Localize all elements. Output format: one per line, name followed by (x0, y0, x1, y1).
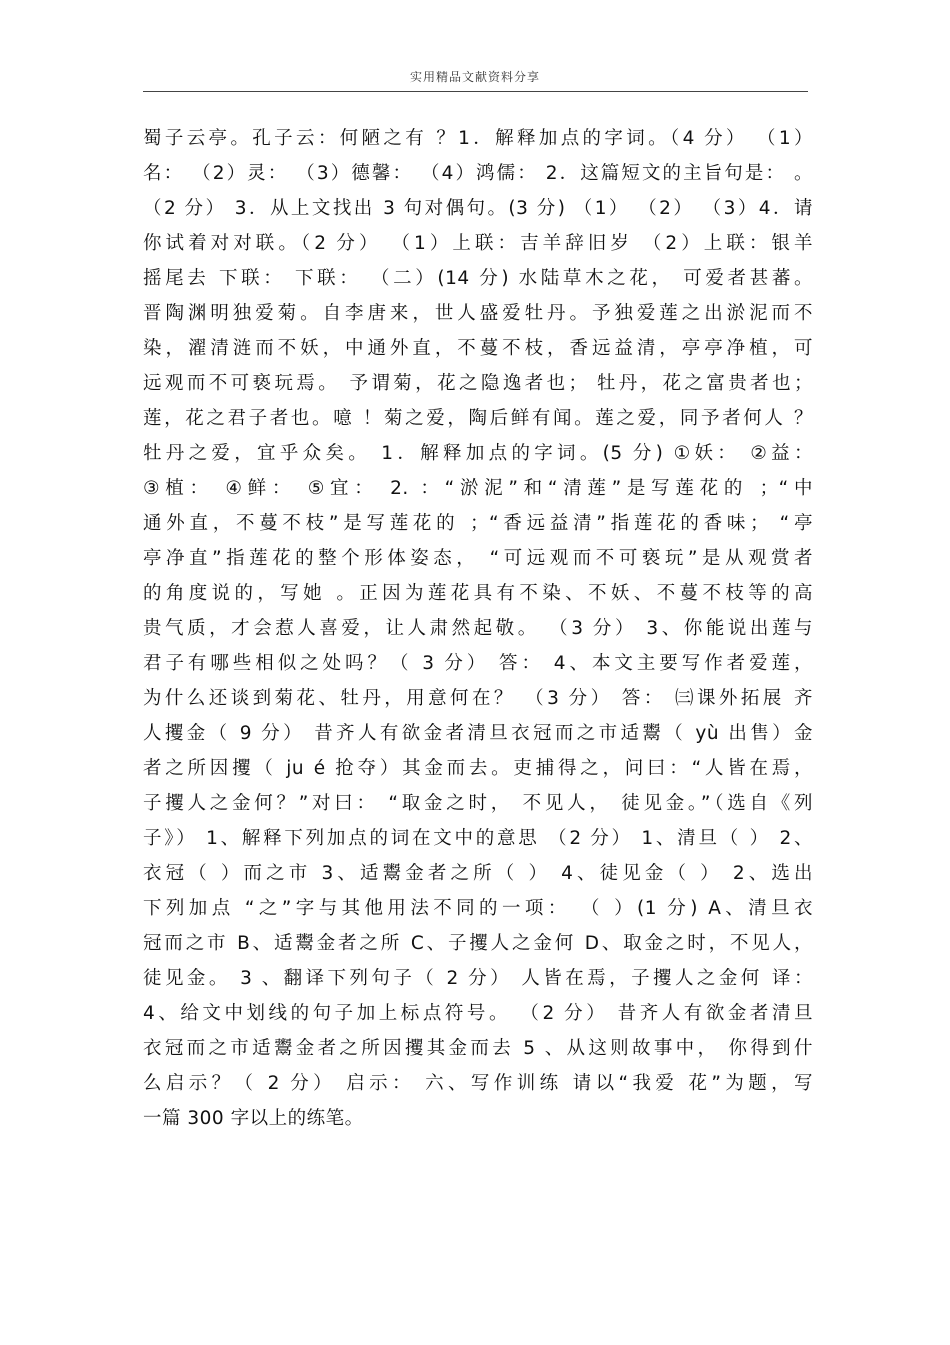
text-line: 徒见金。 3 、翻译下列句子（ 2 分） 人皆在焉，子攫人之金何 译： (143, 968, 813, 989)
text-line: 通外直，不蔓不枝”是写莲花的 ；“香远益清”指莲花的香味； “亭 (143, 513, 813, 534)
text-line: 君子有哪些相似之处吗？（ 3 分） 答： 4、本文主要写作者爱莲， (143, 653, 813, 674)
text-line: 者之所因攫（ ju é 抢夺）其金而去。吏捕得之，问曰：“人皆在焉， (143, 758, 813, 779)
text-line: 衣冠而之市适鬻金者之所因攫其金而去 5 、从这则故事中， 你得到什 (143, 1038, 813, 1059)
text-line: ③植： ④鲜： ⑤宜： 2. ：“淤泥”和“清莲”是写莲花的 ；“中 (143, 478, 813, 499)
text-line: 贵气质，才会惹人喜爱，让人肃然起敬。 （3 分） 3、你能说出莲与 (143, 618, 813, 639)
text-line: （2 分） 3．从上文找出 3 句对偶句。(3 分) （1） （2） （3）4．请 (143, 198, 813, 219)
text-line: 下列加点 “之”字与其他用法不同的一项： （ ）(1 分) A、清旦衣 (143, 898, 813, 919)
text-line: 莲，花之君子者也。噫 ！菊之爱，陶后鲜有闻。莲之爱，同予者何人 ？ (143, 408, 813, 429)
text-line: 一篇 300 字以上的练笔。 (143, 1108, 364, 1129)
text-line: 子》） 1、解释下列加点的词在文中的意思 （2 分） 1、清旦（ ） 2、 (143, 828, 813, 849)
text-line: 冠而之市 B、适鬻金者之所 C、子攫人之金何 D、取金之时，不见人， (143, 933, 813, 954)
text-line: 名： （2）灵： （3）德馨： （4）鸿儒： 2．这篇短文的主旨句是： 。 (143, 163, 813, 184)
text-line: 为什么还谈到菊花、牡丹，用意何在？ （3 分） 答： ㈢课外拓展 齐 (143, 688, 813, 709)
page-header: 实用精品文献资料分享 (409, 70, 540, 84)
header-divider (143, 91, 808, 92)
text-line: 人攫金（ 9 分） 昔齐人有欲金者清旦衣冠而之市适鬻（ yù 出售）金 (143, 723, 813, 744)
text-line: 晋陶渊明独爱菊。自李唐来，世人盛爱牡丹。予独爱莲之出淤泥而不 (143, 303, 813, 324)
text-line: 你试着对对联。（2 分） （1）上联：吉羊辞旧岁 （2）上联：银羊 (143, 233, 813, 254)
text-line: 亭净直”指莲花的整个形体姿态， “可远观而不可亵玩”是从观赏者 (143, 548, 813, 569)
text-line: 么启示？（ 2 分） 启示： 六、写作训练 请以“我爱 花”为题，写 (143, 1073, 813, 1094)
text-line: 牡丹之爱，宜乎众矣。 1．解释加点的字词。(5 分) ①妖： ②益： (143, 443, 813, 464)
document-body (143, 121, 813, 1136)
text-line: 的角度说的，写她 。正因为莲花具有不染、不妖、不蔓不枝等的高 (143, 583, 813, 604)
text-line: 摇尾去 下联： 下联： （二）(14 分) 水陆草木之花， 可爱者甚蕃。 (143, 268, 813, 289)
text-line: 子攫人之金何？”对曰： “取金之时， 不见人， 徒见金。”（选自《列 (143, 793, 813, 814)
text-line: 衣冠（ ）而之市 3、适鬻金者之所（ ） 4、徒见金（ ） 2、选出 (143, 863, 813, 884)
text-line: 远观而不可亵玩焉。 予谓菊，花之隐逸者也； 牡丹，花之富贵者也； (143, 373, 813, 394)
text-line: 蜀子云亭。孔子云：何陋之有 ？1．解释加点的字词。（4 分） （1） (143, 128, 813, 149)
text-line: 4、给文中划线的句子加上标点符号。 （2 分） 昔齐人有欲金者清旦 (143, 1003, 813, 1024)
text-line: 染，濯清涟而不妖，中通外直，不蔓不枝，香远益清，亭亭净植，可 (143, 338, 813, 359)
